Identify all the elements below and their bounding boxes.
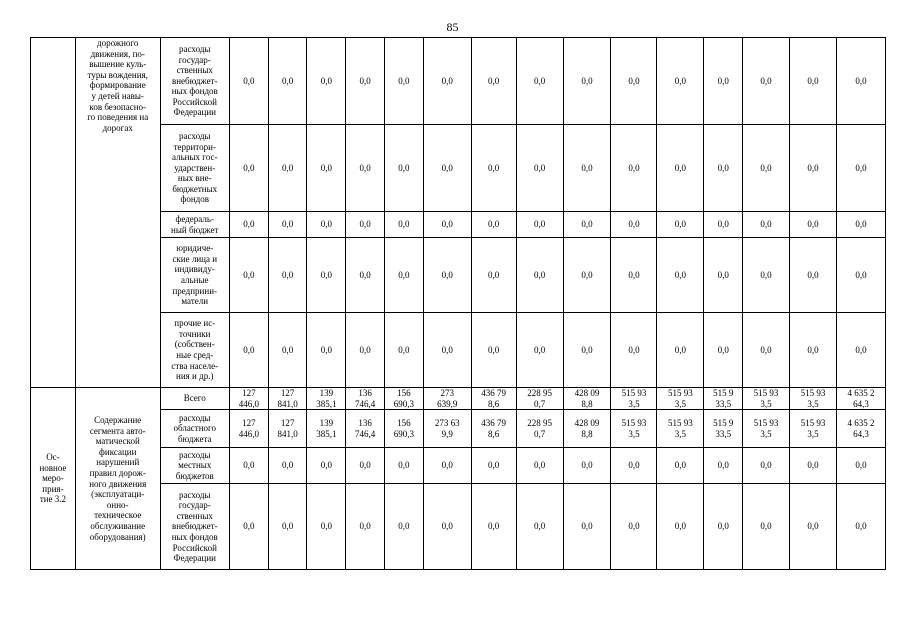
value-cell: 228 95 0,7: [516, 410, 563, 448]
value-cell: 0,0: [836, 38, 885, 125]
value-cell: 0,0: [268, 125, 307, 212]
value-cell: 0,0: [229, 125, 268, 212]
value-cell: 0,0: [704, 38, 743, 125]
value-cell: 0,0: [611, 38, 657, 125]
value-cell: 0,0: [385, 484, 424, 570]
value-cell: 436 79 8,6: [471, 388, 516, 410]
value-cell: 0,0: [790, 484, 837, 570]
value-cell: 0,0: [346, 212, 385, 238]
value-cell: 0,0: [346, 313, 385, 388]
value-cell: 0,0: [743, 484, 790, 570]
value-cell: 273 63 9,9: [423, 410, 471, 448]
value-cell: 0,0: [657, 448, 704, 484]
value-cell: 0,0: [229, 212, 268, 238]
value-cell: 0,0: [346, 238, 385, 313]
value-cell: 0,0: [563, 38, 611, 125]
value-cell: 0,0: [516, 448, 563, 484]
value-cell: 0,0: [704, 125, 743, 212]
value-cell: 0,0: [307, 238, 346, 313]
funding-source-cell: расходы областного бюджета: [160, 410, 229, 448]
budget-table: [30, 37, 886, 570]
value-cell: 0,0: [657, 484, 704, 570]
value-cell: 515 93 3,5: [743, 388, 790, 410]
value-cell: 0,0: [836, 125, 885, 212]
value-cell: 0,0: [229, 238, 268, 313]
value-cell: 515 93 3,5: [790, 388, 837, 410]
value-cell: 0,0: [307, 484, 346, 570]
value-cell: 0,0: [516, 484, 563, 570]
value-cell: 0,0: [229, 484, 268, 570]
value-cell: 0,0: [423, 448, 471, 484]
value-cell: 0,0: [704, 448, 743, 484]
value-cell: 0,0: [657, 212, 704, 238]
value-cell: 0,0: [836, 484, 885, 570]
value-cell: 0,0: [836, 238, 885, 313]
value-cell: 0,0: [563, 313, 611, 388]
value-cell: 0,0: [743, 238, 790, 313]
value-cell: 515 93 3,5: [657, 388, 704, 410]
value-cell: 0,0: [471, 38, 516, 125]
value-cell: 0,0: [307, 313, 346, 388]
value-cell: 0,0: [423, 238, 471, 313]
value-cell: 228 95 0,7: [516, 388, 563, 410]
value-cell: 0,0: [836, 448, 885, 484]
value-cell: 156 690,3: [385, 388, 424, 410]
table-row: [31, 38, 886, 125]
value-cell: 4 635 2 64,3: [836, 410, 885, 448]
value-cell: 0,0: [346, 484, 385, 570]
value-cell: 0,0: [268, 38, 307, 125]
value-cell: 0,0: [268, 238, 307, 313]
value-cell: 515 93 3,5: [790, 410, 837, 448]
measure-code-cell: [31, 38, 76, 388]
value-cell: 0,0: [563, 238, 611, 313]
funding-source-cell: расходы местных бюджетов: [160, 448, 229, 484]
funding-source-cell: юридиче- ские лица и индивиду- альные предприни- матели: [160, 238, 229, 313]
value-cell: 515 93 3,5: [743, 410, 790, 448]
value-cell: 0,0: [229, 448, 268, 484]
value-cell: 0,0: [471, 212, 516, 238]
value-cell: 0,0: [657, 125, 704, 212]
value-cell: 0,0: [385, 238, 424, 313]
value-cell: 0,0: [346, 448, 385, 484]
value-cell: 0,0: [229, 313, 268, 388]
value-cell: 0,0: [471, 313, 516, 388]
value-cell: 0,0: [790, 448, 837, 484]
value-cell: 0,0: [743, 313, 790, 388]
value-cell: 0,0: [471, 484, 516, 570]
value-cell: 0,0: [563, 448, 611, 484]
value-cell: 127 446,0: [229, 410, 268, 448]
funding-source-cell: Всего: [160, 388, 229, 410]
value-cell: 0,0: [611, 212, 657, 238]
value-cell: 0,0: [385, 448, 424, 484]
value-cell: 273 639,9: [423, 388, 471, 410]
value-cell: 0,0: [385, 212, 424, 238]
funding-source-cell: расходы государ- ственных внебюджет- ных фондов Российской Федерации: [160, 484, 229, 570]
value-cell: 0,0: [307, 38, 346, 125]
value-cell: 0,0: [657, 313, 704, 388]
value-cell: 0,0: [611, 313, 657, 388]
value-cell: 0,0: [563, 484, 611, 570]
measure-name-cell: дорожного движения, по- вышение куль- туры вождения, формирование у детей навы- ков безопасно- го поведения на дорогах: [75, 38, 160, 388]
page-number: 85: [446, 20, 459, 34]
value-cell: 0,0: [836, 212, 885, 238]
value-cell: 0,0: [743, 125, 790, 212]
value-cell: 515 93 3,5: [611, 410, 657, 448]
value-cell: 0,0: [516, 125, 563, 212]
value-cell: 0,0: [657, 38, 704, 125]
value-cell: 0,0: [268, 313, 307, 388]
value-cell: 0,0: [790, 313, 837, 388]
value-cell: 0,0: [743, 448, 790, 484]
value-cell: 127 841,0: [268, 410, 307, 448]
value-cell: 0,0: [268, 212, 307, 238]
value-cell: 0,0: [471, 448, 516, 484]
measure-name-cell: Содержание сегмента авто- матической фиксации нарушений правил дорож- ного движения (эксплуатаци- онно- техническое обслуживание оборудования): [75, 388, 160, 570]
value-cell: 0,0: [471, 238, 516, 313]
value-cell: 136 746,4: [346, 388, 385, 410]
value-cell: 0,0: [516, 313, 563, 388]
value-cell: 139 385,1: [307, 388, 346, 410]
value-cell: 0,0: [836, 313, 885, 388]
value-cell: 127 446,0: [229, 388, 268, 410]
value-cell: 0,0: [307, 448, 346, 484]
funding-source-cell: расходы государ- ственных внебюджет- ных фондов Российской Федерации: [160, 38, 229, 125]
value-cell: 0,0: [307, 212, 346, 238]
value-cell: 136 746,4: [346, 410, 385, 448]
funding-source-cell: федераль- ный бюджет: [160, 212, 229, 238]
value-cell: 0,0: [516, 212, 563, 238]
value-cell: 0,0: [704, 212, 743, 238]
value-cell: 428 09 8,8: [563, 388, 611, 410]
value-cell: 127 841,0: [268, 388, 307, 410]
measure-code-cell: Ос- новное меро- прия- тие 3.2: [31, 388, 76, 570]
value-cell: 515 9 33,5: [704, 388, 743, 410]
funding-source-cell: прочие ис- точники (собствен- ные сред- ства населе- ния и др.): [160, 313, 229, 388]
value-cell: 428 09 8,8: [563, 410, 611, 448]
value-cell: 0,0: [268, 484, 307, 570]
value-cell: 0,0: [704, 484, 743, 570]
value-cell: 515 9 33,5: [704, 410, 743, 448]
value-cell: 0,0: [423, 313, 471, 388]
value-cell: 0,0: [790, 125, 837, 212]
value-cell: 0,0: [704, 238, 743, 313]
value-cell: 0,0: [516, 238, 563, 313]
value-cell: 0,0: [563, 212, 611, 238]
value-cell: 0,0: [790, 38, 837, 125]
value-cell: 0,0: [611, 238, 657, 313]
value-cell: 0,0: [516, 38, 563, 125]
value-cell: 0,0: [385, 38, 424, 125]
value-cell: 0,0: [268, 448, 307, 484]
value-cell: 0,0: [423, 484, 471, 570]
value-cell: 0,0: [611, 484, 657, 570]
table-row: [31, 388, 886, 410]
value-cell: 436 79 8,6: [471, 410, 516, 448]
value-cell: 0,0: [743, 38, 790, 125]
value-cell: 4 635 2 64,3: [836, 388, 885, 410]
value-cell: 0,0: [563, 125, 611, 212]
value-cell: 0,0: [346, 38, 385, 125]
value-cell: 0,0: [385, 125, 424, 212]
value-cell: 0,0: [743, 212, 790, 238]
value-cell: 0,0: [229, 38, 268, 125]
value-cell: 515 93 3,5: [611, 388, 657, 410]
value-cell: 156 690,3: [385, 410, 424, 448]
value-cell: 515 93 3,5: [657, 410, 704, 448]
value-cell: 0,0: [790, 212, 837, 238]
value-cell: 0,0: [423, 212, 471, 238]
value-cell: 0,0: [657, 238, 704, 313]
value-cell: 139 385,1: [307, 410, 346, 448]
value-cell: 0,0: [346, 125, 385, 212]
value-cell: 0,0: [790, 238, 837, 313]
value-cell: 0,0: [385, 313, 424, 388]
funding-source-cell: расходы территори- альных гос- ударствен- ных вне- бюджетных фондов: [160, 125, 229, 212]
value-cell: 0,0: [704, 313, 743, 388]
value-cell: 0,0: [611, 448, 657, 484]
value-cell: 0,0: [307, 125, 346, 212]
value-cell: 0,0: [423, 38, 471, 125]
value-cell: 0,0: [611, 125, 657, 212]
value-cell: 0,0: [471, 125, 516, 212]
value-cell: 0,0: [423, 125, 471, 212]
